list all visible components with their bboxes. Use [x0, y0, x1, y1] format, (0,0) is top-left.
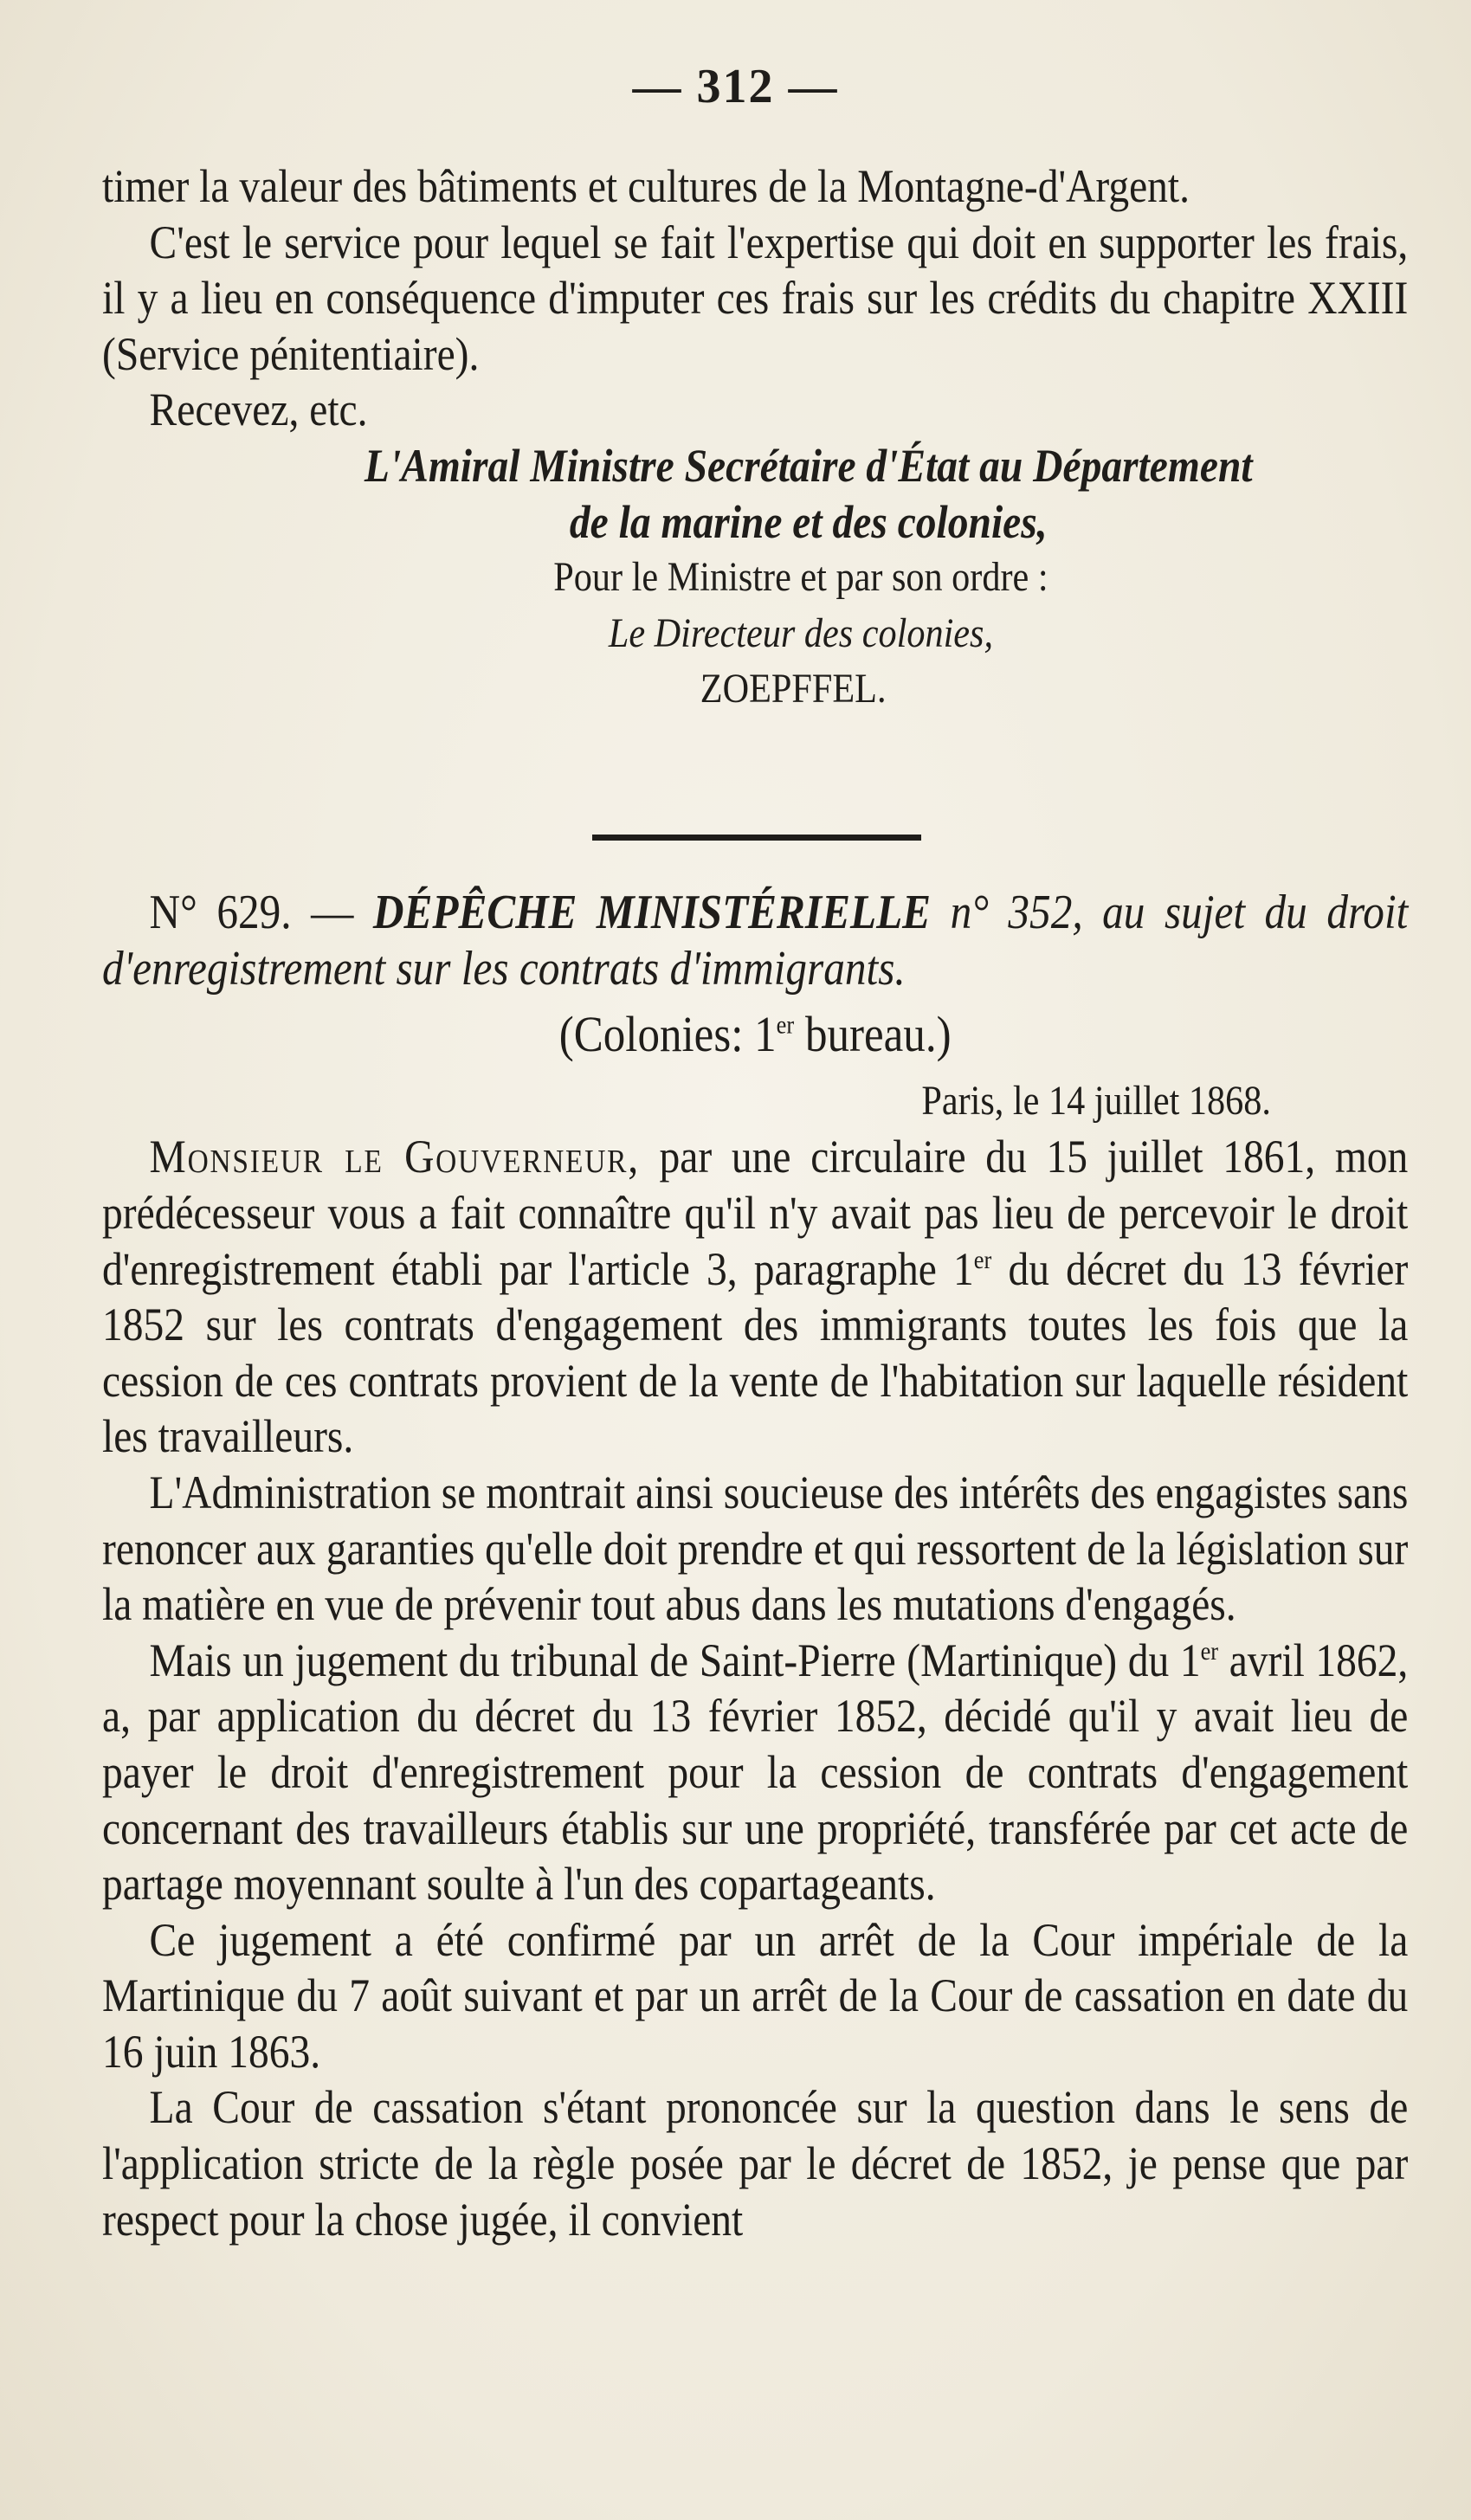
text-block-top	[102, 158, 1408, 718]
paragraph-judgment	[102, 1633, 1408, 1912]
para3-sup: er	[1200, 1636, 1219, 1666]
paragraph-cassation: La Cour de cassation s'étant prononcée sur la question dans le sens de l'application stricte de la règle posée par le décret de 1852, je pense que par respect pour la chose jugée, il convient	[102, 2081, 1409, 2246]
closing-formula: Recevez, etc.	[149, 383, 368, 436]
page-number: — 312 —	[632, 60, 839, 113]
signature-director-line: Le Directeur des colonies,	[608, 609, 994, 656]
paragraph-continuation: timer la valeur des bâtiments et cultures de la Montagne-d'Argent.	[102, 160, 1190, 212]
dispatch-heading	[102, 885, 1408, 996]
paragraph-administration: L'Administration se montrait ainsi soucieuse des intérêts des engagistes sans renoncer aux garanties qu'elle doit prendre et qui ressortent de la législation sur la matière en vue de prévenir tout abus dans les mutations d'engagés.	[102, 1466, 1409, 1631]
signature-order-line: Pour le Ministre et par son ordre :	[553, 554, 1048, 601]
para1-text-a: par une circulaire du 15 juillet 1861, mon prédécesseur vous a fait connaître qu'il n'y avait pas lieu de percevoir le droit d'enregistrement établi par l'article 3, paragraphe 1	[102, 1131, 1409, 1295]
dispatch-subject: n° 352, au sujet du droit d'enregistrement sur les contrats d'immigrants.	[102, 886, 1409, 996]
signature-title-line2: de la marine et des colonies,	[569, 495, 1048, 548]
office-prefix: (Colonies: 1	[558, 1006, 777, 1063]
para3-text-b: avril 1862, a, par application du décret du 13 février 1852, décidé qu'il y avait lieu de payer le droit d'enregistrement pour la cession de contrats d'engagement concernant des travailleurs établis sur une propriété, transférée par cet acte de partage moyennant soulte à l'un des copartageants.	[102, 1634, 1409, 1911]
para1-sup: er	[973, 1245, 992, 1274]
paragraph-circular	[102, 1129, 1408, 1465]
office-suffix: bureau.)	[794, 1006, 952, 1063]
dispatch-title: DÉPÊCHE MINISTÉRIELLE	[372, 886, 932, 939]
para3-text-a: Mais un jugement du tribunal de Saint-Pierre (Martinique) du 1	[149, 1634, 1201, 1686]
signature-name: ZOEPFFEL.	[700, 666, 887, 712]
section-divider	[592, 835, 921, 841]
paragraph-confirmation: Ce jugement a été confirmé par un arrêt de la Cour impériale de la Martinique du 7 août suivant et par un arrêt de la Cour de cassation en date du 16 juin 1863.	[102, 1913, 1409, 2078]
text-block-dispatch	[102, 885, 1408, 2247]
dispatch-number: N° 629. —	[149, 886, 354, 939]
office-line	[102, 1007, 1408, 1063]
paragraph-service: C'est le service pour lequel se fait l'expertise qui doit en supporter les frais, il y a lieu en conséquence d'imputer ces frais sur les crédits du chapitre XXIII (Service pénitentiaire).	[102, 216, 1409, 380]
signature-title-line1: L'Amiral Ministre Secrétaire d'État au Département	[364, 439, 1253, 492]
para1-text-b: du décret du 13 février 1852 sur les contrats d'engagement des immigrants toutes les fois que la cession de ces contrats provient de la vente de l'habitation sur laquelle résident les travailleurs.	[102, 1242, 1409, 1463]
dateline: Paris, le 14 juillet 1868.	[921, 1077, 1271, 1124]
office-sup: er	[776, 1010, 795, 1040]
salutation: Monsieur le Gouverneur,	[149, 1131, 640, 1183]
